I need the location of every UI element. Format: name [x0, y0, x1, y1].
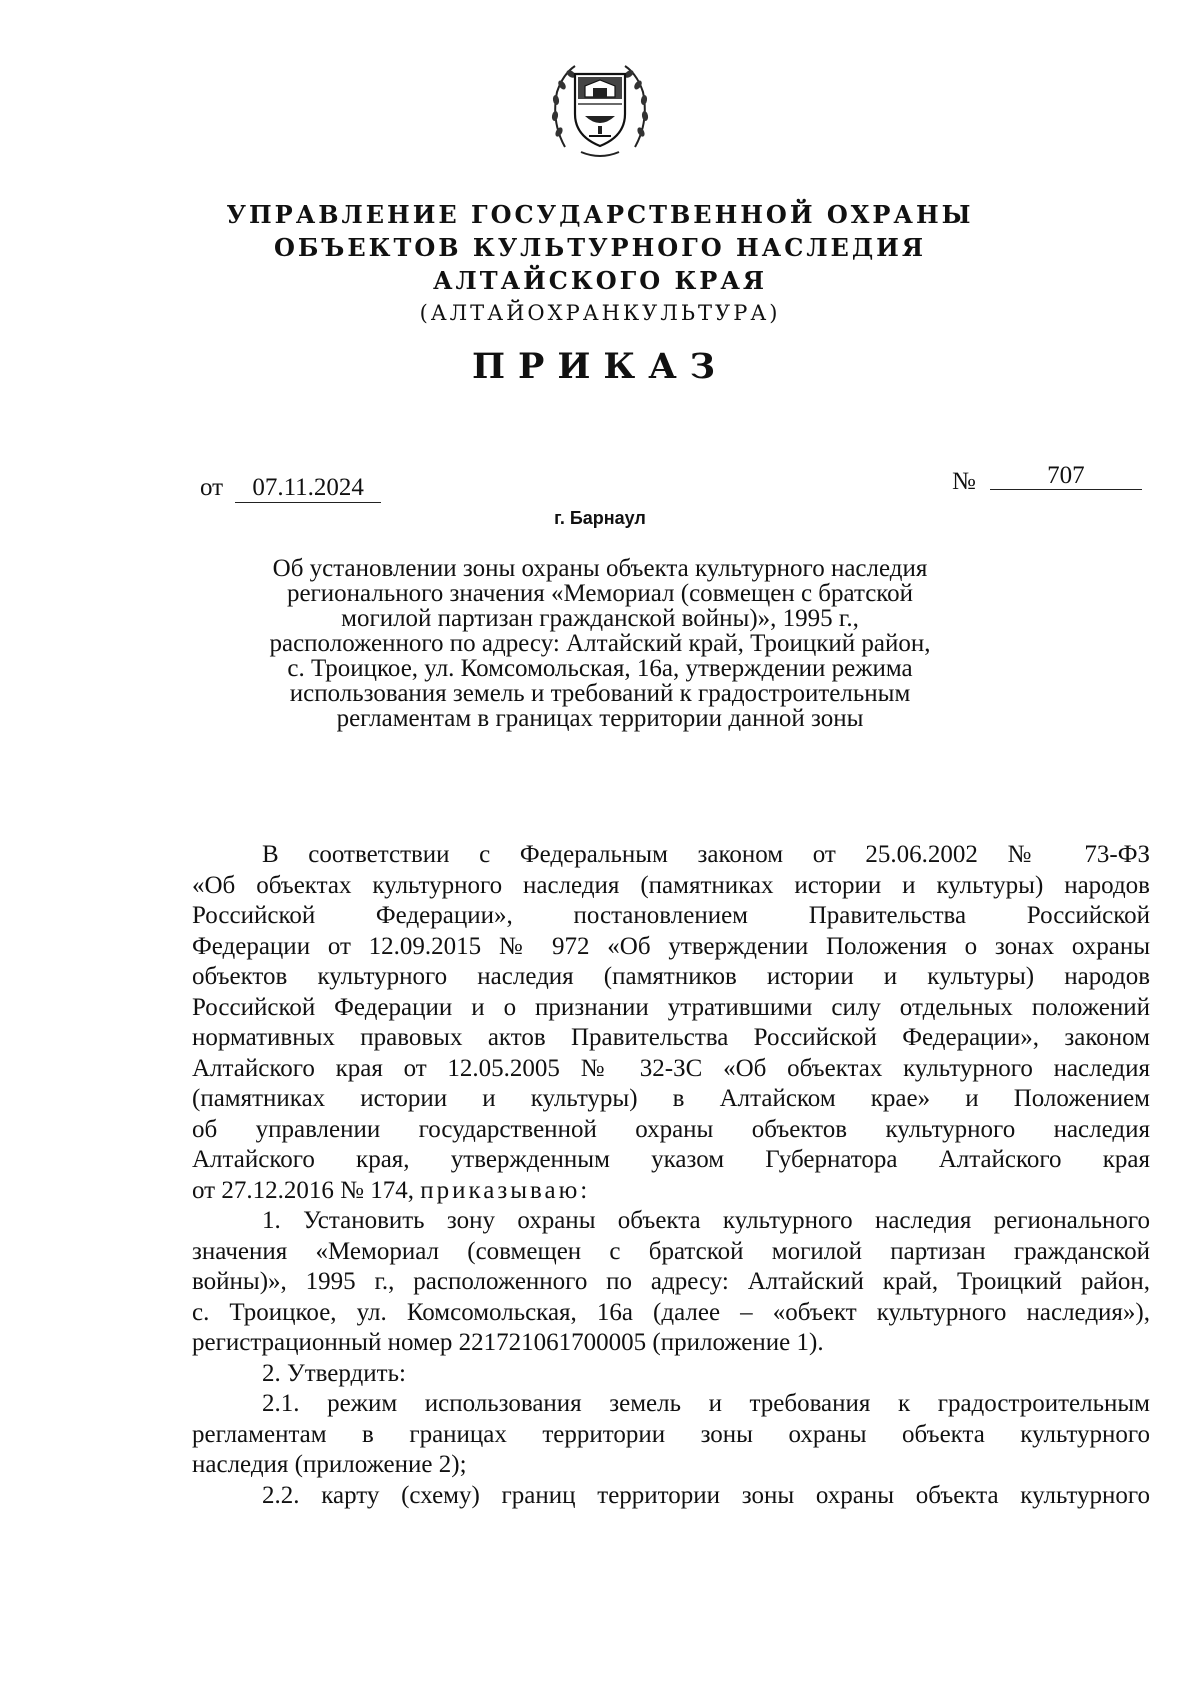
- preamble-line: Российской Федерации», постановлением Правительства Российской: [192, 902, 1150, 929]
- document-title: [0, 556, 1200, 731]
- item-1-line: регистрационный номер 221721061700005 (приложение 1).: [192, 1329, 824, 1356]
- preamble-line: «Об объектах культурного наследия (памятниках истории и культуры) народов: [192, 871, 1150, 899]
- preamble-line: (памятниках истории и культуры) в Алтайском крае» и Положением: [192, 1085, 1150, 1112]
- coat-of-arms-icon: [545, 52, 655, 162]
- item-1-line: войны)», 1995 г., расположенного по адресу: Алтайский край, Троицкий район,: [192, 1268, 1150, 1295]
- title-line: с. Троицкое, ул. Комсомольская, 16а, утверждении режима: [287, 655, 913, 682]
- preamble-line: объектов культурного наследия (памятников истории и культуры) народов: [192, 963, 1150, 990]
- preamble-line: Российской Федерации и о признании утратившими силу отдельных положений: [192, 993, 1150, 1021]
- preamble-line: В соответствии с Федеральным законом от 25.06.2002 № 73-ФЗ: [262, 841, 1150, 868]
- preamble-end: от 27.12.2016 № 174,: [192, 1176, 414, 1204]
- title-line: регламентам в границах территории данной зоны: [336, 705, 864, 732]
- preamble-line: Алтайского края, утвержденным указом Губернатора Алтайского края: [192, 1146, 1150, 1173]
- preamble-paragraph: [192, 840, 1150, 1206]
- item-1-line: с. Троицкое, ул. Комсомольская, 16а (далее – «объект культурного наследия»),: [192, 1298, 1150, 1326]
- title-line: регионального значения «Мемориал (совмещен с братской: [286, 580, 914, 607]
- number-value: 707: [990, 463, 1142, 490]
- order-word: приказываю:: [420, 1176, 591, 1204]
- item-1-line: 1. Установить зону охраны объекта культурного наследия регионального: [262, 1207, 1150, 1234]
- agency-name-line-1: УПРАВЛЕНИЕ ГОСУДАРСТВЕННОЙ ОХРАНЫ: [226, 200, 974, 229]
- document-date: [200, 474, 381, 503]
- title-line: могилой партизан гражданской войны)», 1995 г.,: [341, 605, 859, 632]
- document-body: [192, 840, 1150, 1511]
- document-number: [952, 462, 1142, 496]
- item-2-2-paragraph: [192, 1481, 1150, 1512]
- item-2-line: 2. Утвердить:: [262, 1359, 406, 1387]
- item-1-paragraph: [192, 1206, 1150, 1359]
- item-2-2-line: 2.2. карту (схему) границ территории зоны охраны объекта культурного: [262, 1481, 1150, 1509]
- date-label: от: [200, 474, 224, 501]
- city: г. Барнаул: [554, 508, 646, 528]
- preamble-last-line: [192, 1176, 1150, 1207]
- title-line: Об установлении зоны охраны объекта культурного наследия: [272, 555, 928, 582]
- preamble-line: Федерации от 12.09.2015 № 972 «Об утверждении Положения о зонах охраны: [192, 932, 1150, 960]
- agency-name-line-3: АЛТАЙСКОГО КРАЯ: [432, 266, 768, 295]
- agency-name-line-2: ОБЪЕКТОВ КУЛЬТУРНОГО НАСЛЕДИЯ: [273, 233, 927, 262]
- document-type: ПРИКАЗ: [471, 346, 729, 387]
- preamble-line: нормативных правовых актов Правительства Российской Федерации», законом: [192, 1024, 1150, 1051]
- preamble-line: об управлении государственной охраны объектов культурного наследия: [192, 1115, 1150, 1143]
- item-2-1-line: наследия (приложение 2);: [192, 1451, 467, 1478]
- date-value: 07.11.2024: [235, 475, 381, 503]
- item-1-line: значения «Мемориал (совмещен с братской могилой партизан гражданской: [192, 1237, 1150, 1265]
- item-2-1-line: регламентам в границах территории зоны охраны объекта культурного: [192, 1420, 1150, 1448]
- agency-header: [0, 198, 1200, 330]
- title-line: расположенного по адресу: Алтайский край, Троицкий район,: [269, 630, 931, 657]
- preamble-line: Алтайского края от 12.05.2005 № 32-ЗС «Об объектах культурного наследия: [192, 1054, 1150, 1082]
- agency-short-name: (АЛТАЙОХРАНКУЛЬТУРА): [419, 301, 781, 325]
- item-2-1-paragraph: [192, 1389, 1150, 1481]
- title-line: использования земель и требований к градостроительным: [289, 680, 911, 707]
- number-sign: №: [952, 468, 976, 495]
- item-2-paragraph: [192, 1359, 1150, 1390]
- item-2-1-line: 2.1. режим использования земель и требования к градостроительным: [262, 1390, 1150, 1417]
